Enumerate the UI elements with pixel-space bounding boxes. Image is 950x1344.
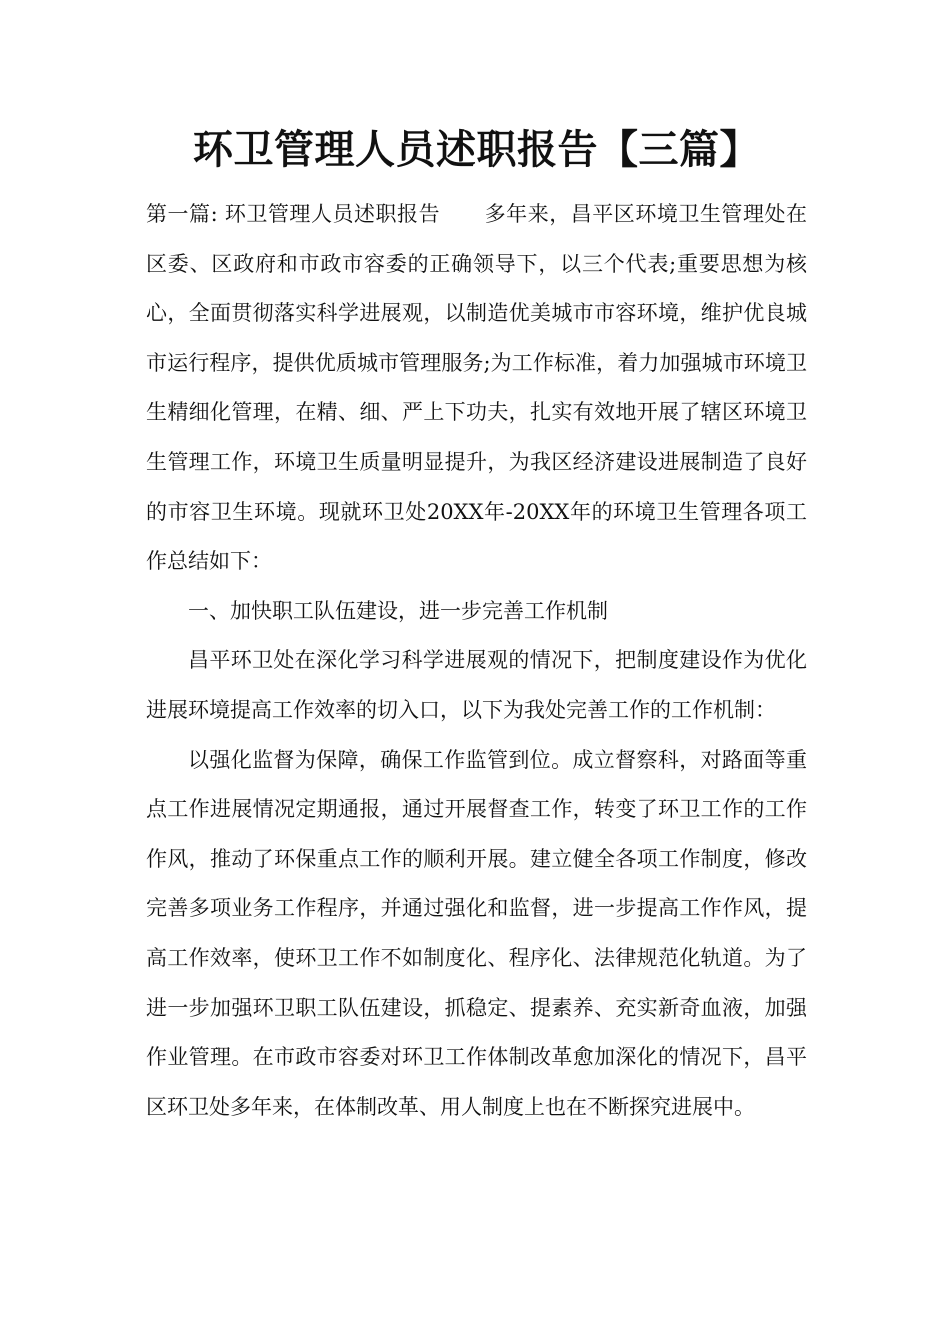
- intro-paragraph: [146, 190, 807, 587]
- document-title: 环卫管理人员述职报告【三篇】: [193, 127, 760, 173]
- chapter-label: 第一篇: 环卫管理人员述职报告: [146, 202, 441, 226]
- section-heading: 一、加快职工队伍建设，进一步完善工作机制: [188, 598, 608, 623]
- body-paragraph-1: 昌平环卫处在深化学习科学进展观的情况下，把制度建设作为优化进展环境提高工作效率的切入口，以下为我处完善工作的工作机制：: [146, 648, 807, 722]
- body-paragraph-2: 以强化监督为保障，确保工作监管到位。成立督察科，对路面等重点工作进展情况定期通报，通过开展督查工作，转变了环卫工作的工作作风，推动了环保重点工作的顺利开展。建立健全各项工作制度，修改完善多项业务工作程序，并通过强化和监督，进一步提高工作作风，提高工作效率，使环卫工作不如制度化、程序化、法律规范化轨道。为了进一步加强环卫职工队伍建设，抓稳定、提素养、充实新奇血液，加强作业管理。在市政市容委对环卫工作体制改革愈加深化的情况下，昌平区环卫处多年来，在体制改革、用人制度上也在不断探究进展中。: [146, 747, 807, 1119]
- intro-text: 多年来，昌平区环境卫生管理处在区委、区政府和市政市容委的正确领导下，以三个代表;重要思想为核心，全面贯彻落实科学进展观，以制造优美城市市容环境，维护优良城市运行程序，提供优质城市管理服务;为工作标准，着力加强城市环境卫生精细化管理，在精、细、严上下功夫，扎实有效地开展了辖区环境卫生管理工作，环境卫生质量明显提升，为我区经济建设进展制造了良好的市容卫生环境。现就环卫处20XX年-20XX年的环境卫生管理各项工作总结如下：: [146, 202, 808, 574]
